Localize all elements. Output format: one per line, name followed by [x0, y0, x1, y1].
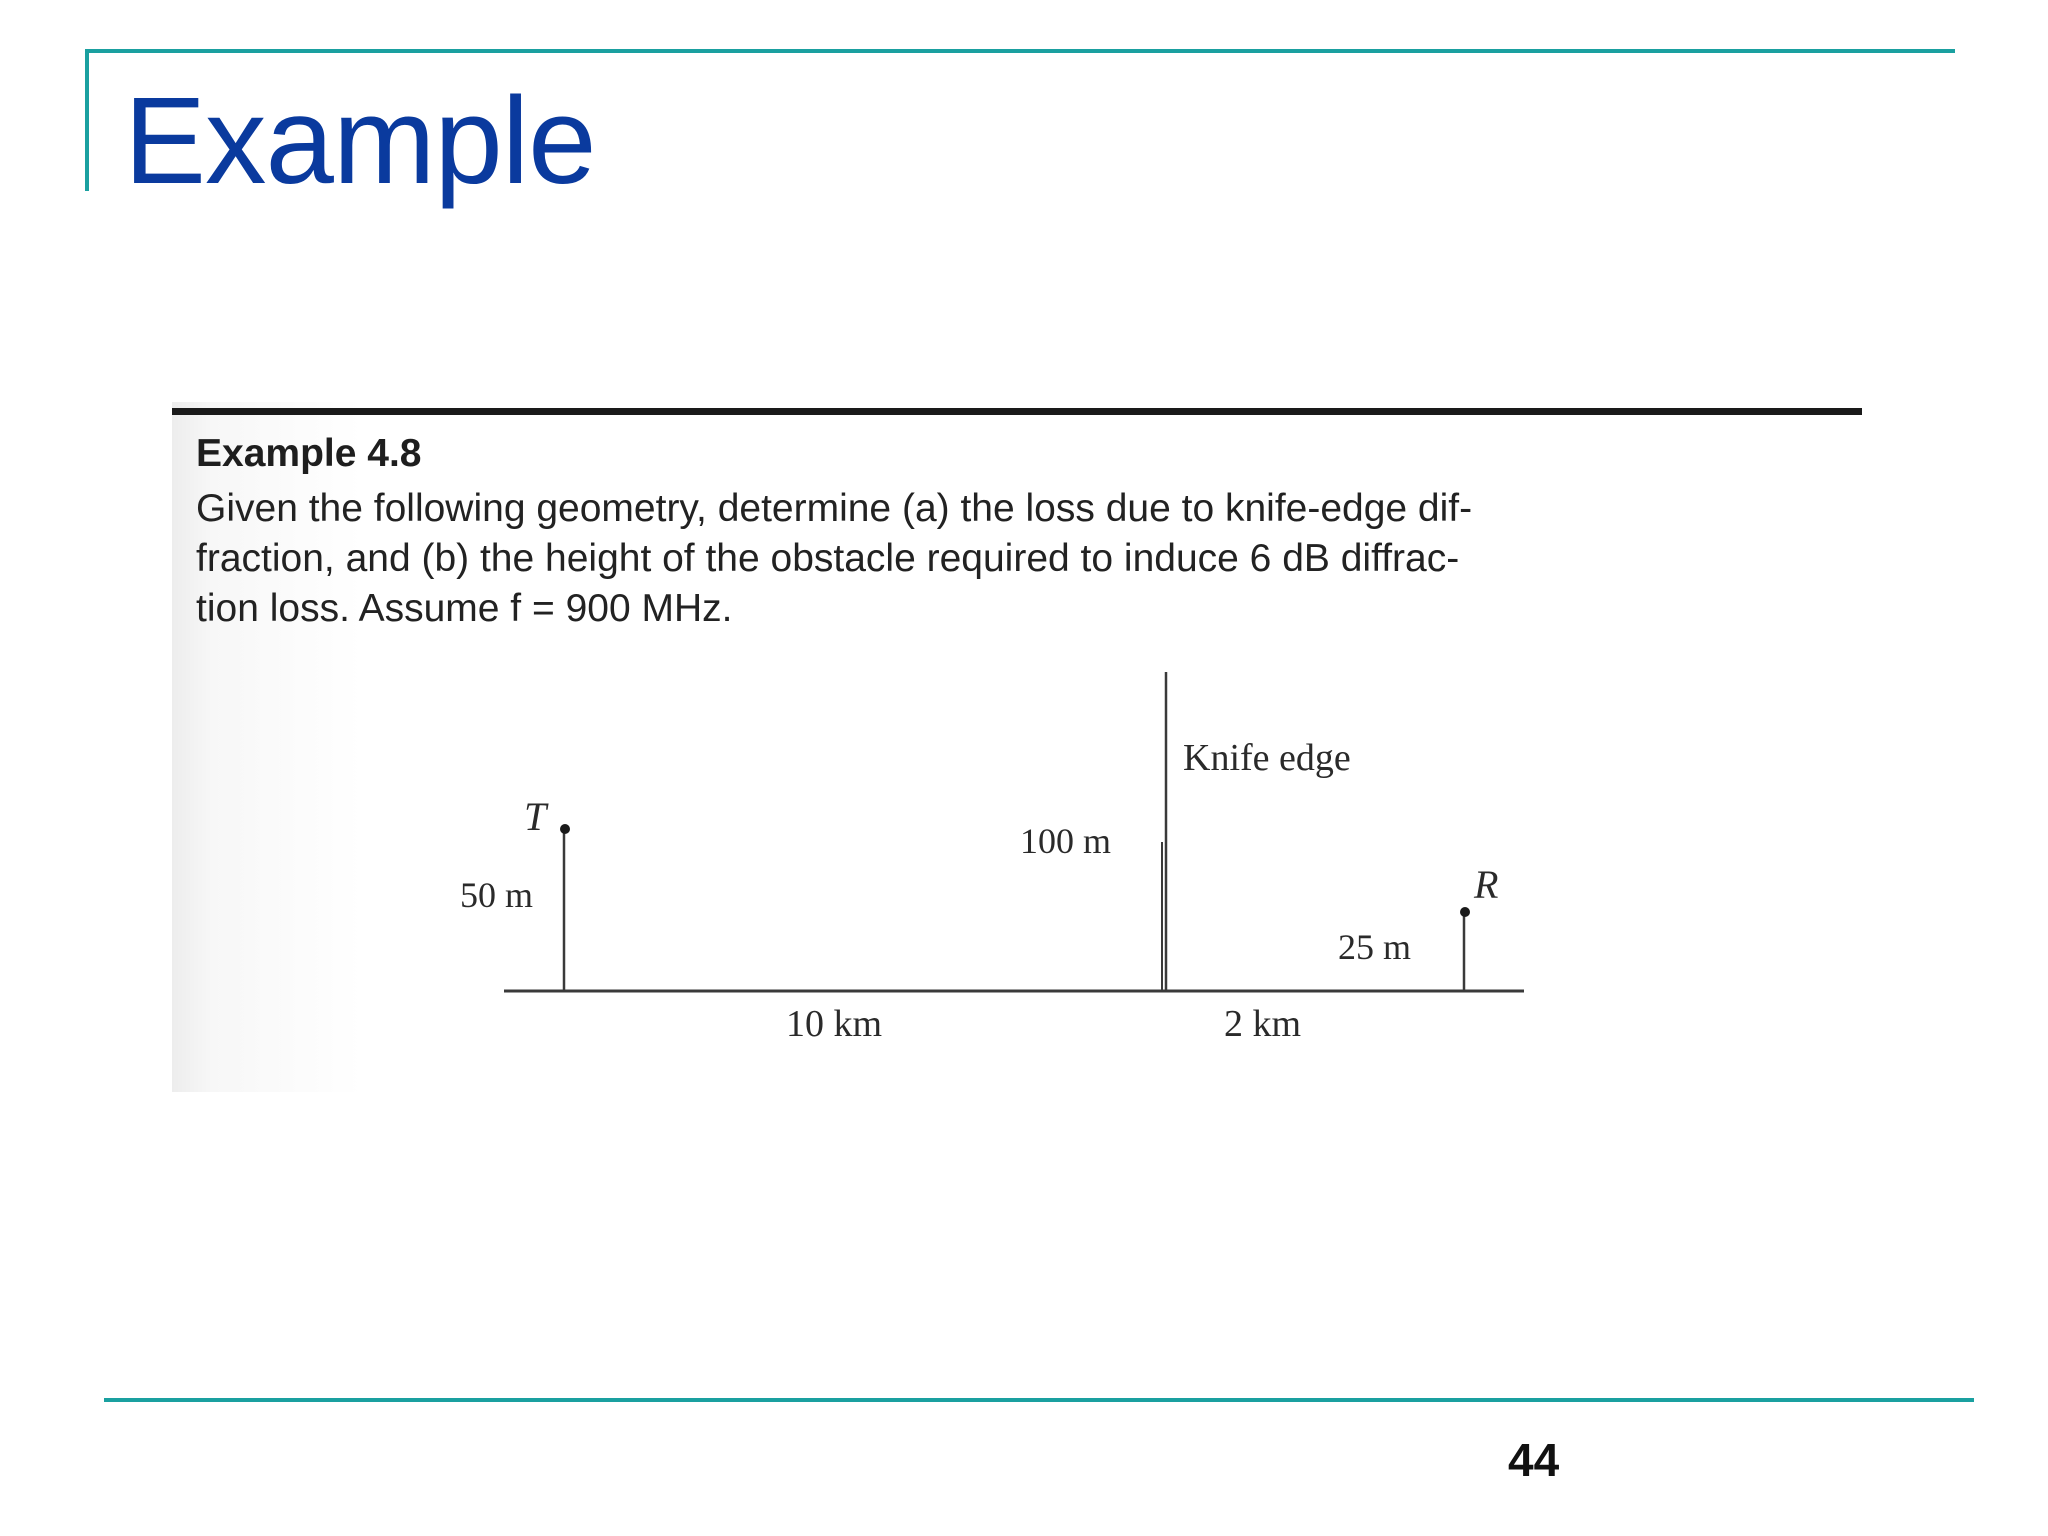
receiver-label: R — [1474, 862, 1499, 907]
receiver-dot — [1460, 907, 1470, 917]
problem-line: tion loss. Assume f = 900 MHz. — [196, 587, 733, 630]
transmitter-label: T — [524, 794, 547, 839]
transmitter-dot — [560, 824, 570, 834]
top-rule — [85, 49, 1955, 53]
knife-edge-diagram — [172, 402, 1864, 1092]
page-number: 44 — [1508, 1434, 1560, 1486]
problem-heading: Example 4.8 — [196, 432, 422, 475]
slide-title: Example — [124, 73, 596, 210]
distance-edge-rx-label: 2 km — [1224, 1003, 1302, 1045]
transmitter-height-label: 50 m — [460, 875, 534, 915]
problem-line: fraction, and (b) the height of the obstacle required to induce 6 dB diffrac- — [196, 537, 1460, 580]
knife-edge-label: Knife edge — [1183, 737, 1351, 779]
bottom-rule — [104, 1398, 1974, 1402]
receiver-height-label: 25 m — [1338, 927, 1412, 967]
scanned-problem-image — [172, 402, 1864, 1092]
distance-tx-edge-label: 10 km — [786, 1003, 883, 1045]
problem-line: Given the following geometry, determine (a) the loss due to knife-edge dif- — [196, 487, 1473, 530]
left-rule — [85, 49, 89, 191]
obstacle-height-label: 100 m — [1020, 821, 1112, 861]
